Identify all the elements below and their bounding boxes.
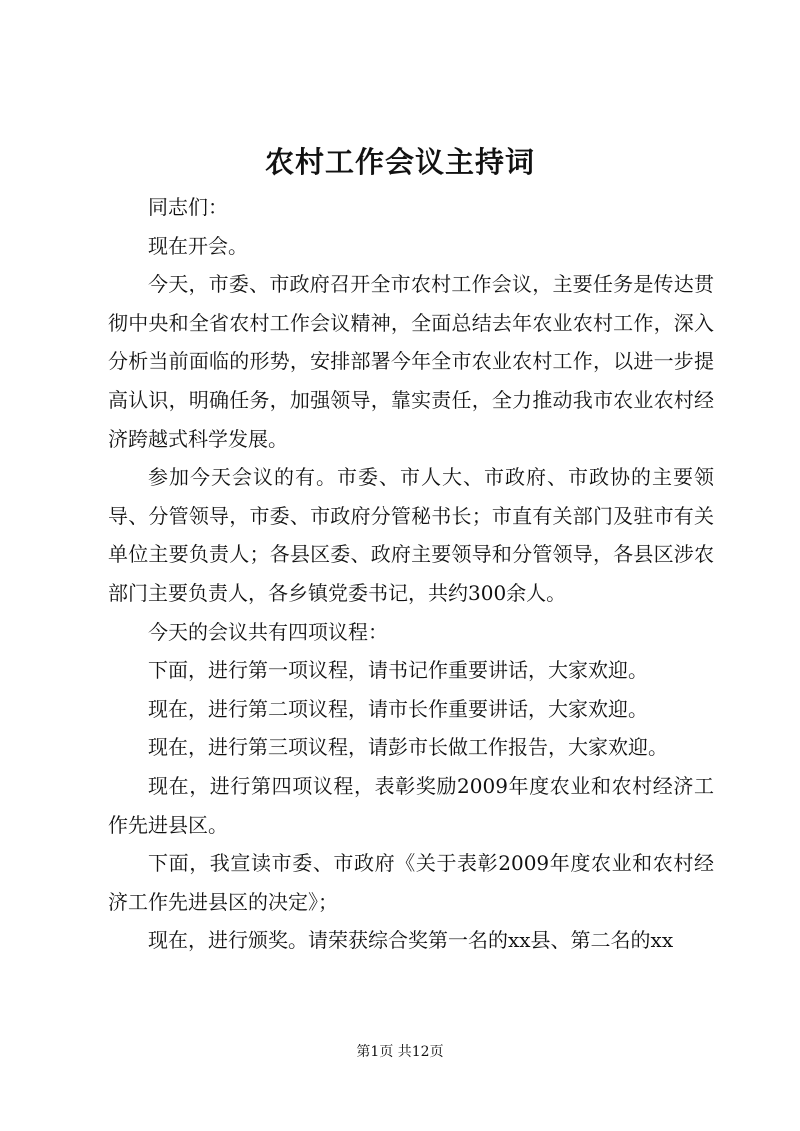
paragraph: 今天，市委、市政府召开全市农村工作会议，主要任务是传达贯彻中央和全省农村工作会议精神，全面总结去年农业农村工作，深入分析当前面临的形势，安排部署今年全市农业农村工作，以进一步提高认识，明确任务，加强领导，靠实责任，全力推动我市农业农村经济跨越式科学发展。 [108,272,714,451]
paragraph: 同志们： [148,195,228,219]
page-footer: 第1页 共12页 [356,1044,444,1060]
paragraph: 现在，进行颁奖。请荣获综合奖第一名的xx县、第二名的xx [148,928,674,953]
paragraph: 参加今天会议的有。市委、市人大、市政府、市政协的主要领导、分管领导，市委、市政府分管秘书长；市直有关部门及驻市有关单位主要负责人；各县区委、政府主要领导和分管领导，各县区涉农部门主要负责人，各乡镇党委书记，共约300余人。 [108,465,714,605]
document-body [108,188,714,960]
paragraph: 下面，我宣读市委、市政府《关于表彰2009年度农业和农村经济工作先进县区的决定》； [108,851,714,914]
paragraph: 下面，进行第一项议程，请书记作重要讲话，大家欢迎。 [148,658,648,683]
paragraph: 现在，进行第四项议程，表彰奖励2009年度农业和农村经济工作先进县区。 [108,773,714,837]
document-title: 农村工作会议主持词 [264,145,535,179]
paragraph: 现在开会。 [148,233,248,258]
paragraph: 今天的会议共有四项议程： [148,619,388,644]
paragraph: 现在，进行第二项议程，请市长作重要讲话，大家欢迎。 [148,696,648,721]
paragraph: 现在，进行第三项议程，请彭市长做工作报告，大家欢迎。 [148,735,668,760]
